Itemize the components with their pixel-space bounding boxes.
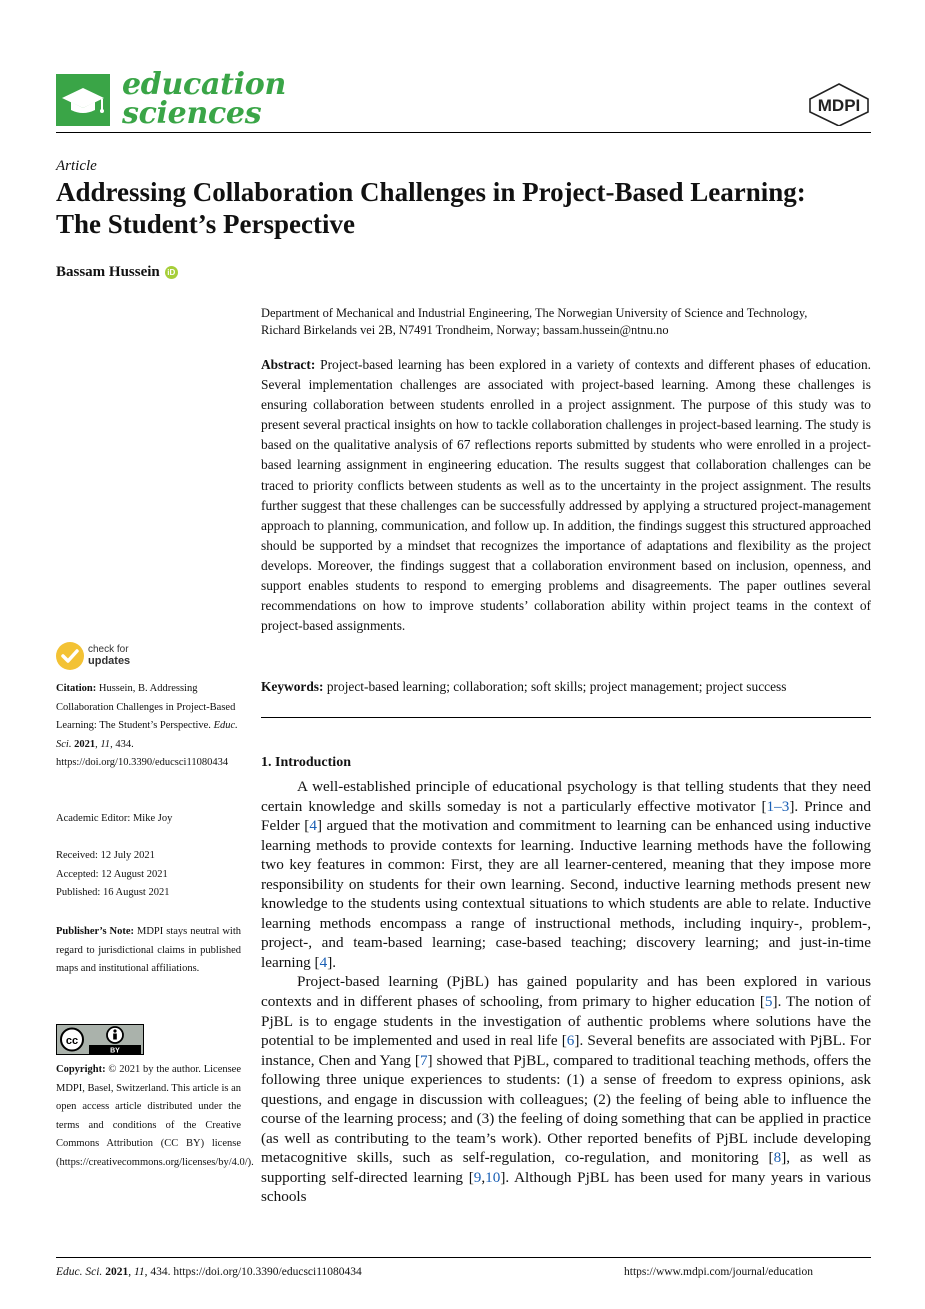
abstract-text: Project-based learning has been explored in a variety of contexts and different phases of education. Several implementation challenges are associated with project-based learning. Among these challenges is ensuring collaboration between students enrolled in a project assignment. The purpose of this study was to present several practical insights on how to tackle collaboration challenges in project-based learning. The study is based on the qualitative analysis of 67 reflections reports submitted by students who were enrolled in a project-based learning assignment in engineering education. The results suggest that collaboration challenges can be traced to priority conflicts between students as well as to the uncertainty in the project assignment. The results further suggest that these challenges can be successfully addressed by applying a structured project-management approach to planning, communication, and follow up. In addition, the findings suggest this structured approached should be supported by a mindset that recognizes the importance of adaptations and flexibility as the project develops. Moreover, the findings suggest that a collaboration environment based on inclusion, openness, and support enables students to respond to emerging problems and disagreements. The paper outlines several recommendations on how to improve students’ collaboration ability within project teams in the context of project-based assignments. <box>261 357 871 634</box>
orcid-icon[interactable]: iD <box>165 266 178 279</box>
updates-label: updates <box>88 655 131 667</box>
keywords-divider <box>261 717 871 718</box>
checkmark-icon <box>56 642 84 670</box>
paragraph: A well-established principle of educational psychology is that telling students that they need certain knowledge and skills someday is not a particularly effective motivator [1–3]. Prince and Felder [4] argued that the motivation and commitment to learning can be enhanced using inductive learning methods to provide contexts for learning. Inductive learning methods have the following two key features in common: First, they are all learner-centered, meaning that they impose more responsibility on students for their own learning. Second, inductive learning methods present new knowledge to the students using contextual situations to which students are able to relate. Inductive learning methods encompass a range of instructional methods, including inquiry-, problem-, project-, and team-based learning; case-based teaching; discovery learning; and just-in-time learning [4]. <box>261 778 872 971</box>
footer-citation: Educ. Sci. 2021, 11, 434. https://doi.org/10.3390/educsci11080434 <box>56 1266 362 1278</box>
publisher-note-label: Publisher’s Note: <box>56 926 135 937</box>
article-type: Article <box>56 158 97 174</box>
affiliation <box>261 305 873 339</box>
abstract-label: Abstract: <box>261 357 316 372</box>
citation-link[interactable]: 1–3 <box>766 797 790 815</box>
citation-link[interactable]: 10 <box>485 1168 501 1186</box>
dates-block <box>56 847 241 903</box>
cc-by-license-icon[interactable] <box>56 1024 144 1055</box>
paragraph: Project-based learning (PjBL) has gained popularity and has been explored in various contexts and in different phases of schooling, from primary to higher education [5]. The notion of PjBL is to engage students in the investigation of authentic problems where solutions have the potential to be implemented and used in real life [6]. Several benefits are associated with PjBL. For instance, Chen and Yang [7] showed that PjBL, compared to traditional teaching methods, offers the following three unique experiences to students: (1) a sense of freedom to express opinions, ask questions, and engage in discussion with colleagues; (2) the feeling of being able to influence the course of the learning process; and (3) the feeling of doing something that can be applied in practice (as well as contributing to the team’s work). Other reported benefits of PjBL include developing metacognitive skills, such as self-regulation, co-regulation, and monitoring [8], as well as supporting self-directed learning [9,10]. Although PjBL has been used for many years in various schools <box>261 973 872 1206</box>
mdpi-logo-text: MDPI <box>817 96 861 115</box>
citation-link[interactable]: 9 <box>473 1168 482 1186</box>
citation-link[interactable]: 6 <box>566 1032 575 1050</box>
affiliation-line1: Department of Mechanical and Industrial Engineering, The Norwegian University of Science and Technology, <box>261 306 808 320</box>
copyright-block: Copyright: © 2021 by the author. Licensee MDPI, Basel, Switzerland. This article is an open access article distributed under the terms and conditions of the Creative Commons Attribution (CC BY) license (https://creativecommons.org/licenses/by/4.0/). <box>56 1064 254 1168</box>
author-name[interactable]: Bassam Hussein <box>56 264 160 280</box>
citation-link[interactable]: 4 <box>319 953 328 971</box>
check-for-label: check for <box>88 644 129 655</box>
check-for-updates-button[interactable] <box>56 641 156 671</box>
mdpi-logo-icon[interactable] <box>806 82 872 126</box>
keywords-label: Keywords: <box>261 679 324 694</box>
svg-text:cc: cc <box>65 1035 79 1047</box>
citation-link[interactable]: 8 <box>773 1149 782 1167</box>
doi-link[interactable]: , 434. https://doi.org/10.3390/educsci11080434 <box>56 738 229 769</box>
citation-block: Citation: Hussein, B. Addressing Collaboration Challenges in Project-Based Learning: The Student’s Perspective. Educ. Sci. 2021, 11, 434. https://doi.org/10.3390/educsci11080434 <box>56 683 238 769</box>
journal-name-line2: sciences <box>122 96 262 131</box>
publisher-note: Publisher’s Note: MDPI stays neutral with regard to jurisdictional claims in published maps and institutional affiliations. <box>56 926 242 975</box>
section-heading: 1. Introduction <box>261 755 351 770</box>
published-date: Published: 16 August 2021 <box>56 887 170 899</box>
journal-name-line1: education <box>122 67 286 102</box>
body-text <box>261 777 871 1207</box>
footer-journal-url[interactable]: https://www.mdpi.com/journal/education <box>624 1266 813 1278</box>
accepted-date: Accepted: 12 August 2021 <box>56 868 168 880</box>
footer-divider <box>56 1257 871 1258</box>
citation-label: Citation: <box>56 683 97 694</box>
copyright-label: Copyright: <box>56 1064 106 1075</box>
citation-link[interactable]: 5 <box>764 993 773 1011</box>
citation-link[interactable]: 4 <box>309 817 317 835</box>
article-title: Addressing Collaboration Challenges in Project-Based Learning: The Student’s Perspective <box>56 177 806 239</box>
journal-name <box>122 67 286 131</box>
keywords <box>261 678 871 696</box>
author-line <box>56 264 178 281</box>
keywords-text: project-based learning; collaboration; soft skills; project management; project success <box>326 679 787 694</box>
journal-logo-icon <box>56 74 110 126</box>
academic-editor: Academic Editor: Mike Joy <box>56 813 173 824</box>
cc-by-label: BY <box>110 1047 120 1054</box>
header-divider <box>56 132 871 133</box>
received-date: Received: 12 July 2021 <box>56 850 155 861</box>
footer-doi-link[interactable]: , 434. https://doi.org/10.3390/educsci11080434 <box>144 1266 362 1278</box>
affiliation-line2: Richard Birkelands vei 2B, N7491 Trondheim, Norway; bassam.hussein@ntnu.no <box>261 323 669 337</box>
citation-link[interactable]: 7 <box>419 1051 428 1069</box>
abstract <box>261 355 871 636</box>
